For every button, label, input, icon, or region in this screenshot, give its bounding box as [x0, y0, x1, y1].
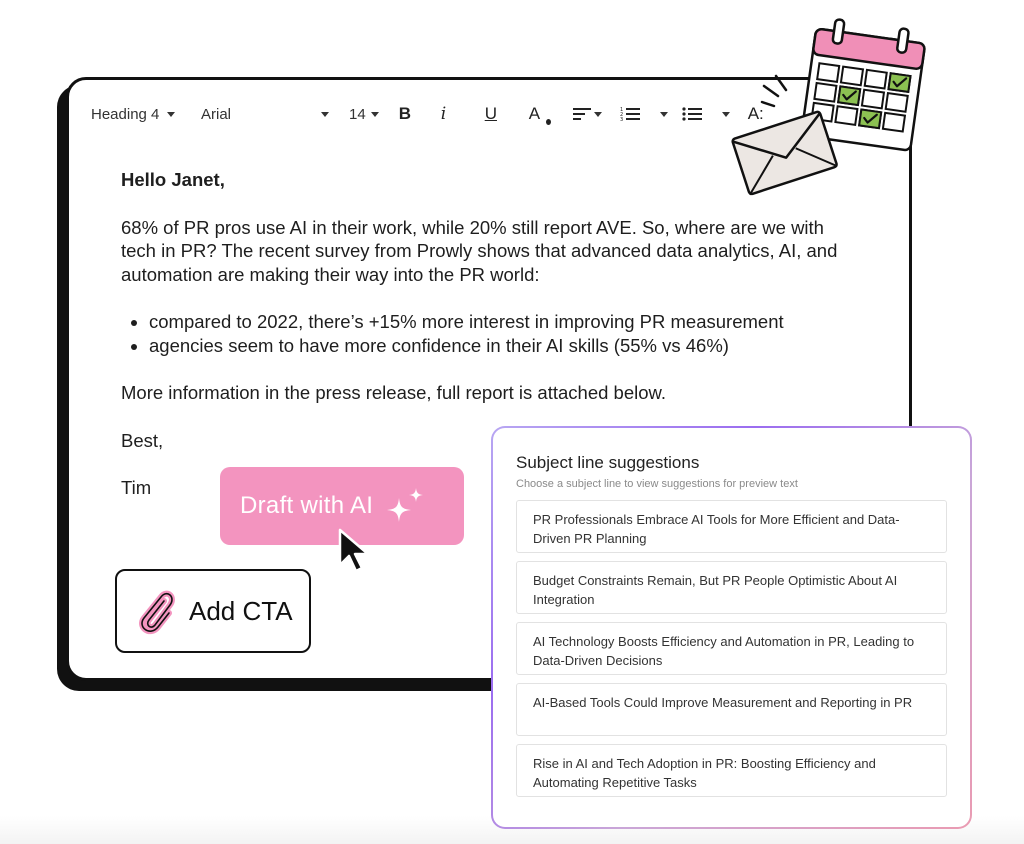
- editor-toolbar: [91, 102, 811, 126]
- block-style-value: Heading 4: [91, 105, 160, 123]
- svg-text:3: 3: [619, 117, 623, 122]
- add-cta-button[interactable]: [115, 569, 311, 653]
- bullet-list-icon: [682, 106, 702, 122]
- chevron-down-icon: [167, 112, 175, 117]
- suggestion-item[interactable]: AI-Based Tools Could Improve Measurement and Reporting in PR: [516, 683, 947, 736]
- font-family-value: Arial: [201, 105, 232, 123]
- list-item: • compared to 2022, there’s +15% more interest in improving PR measurement: [149, 310, 861, 334]
- bullet-list-select[interactable]: [682, 106, 730, 122]
- numbered-list-select[interactable]: [620, 106, 668, 122]
- email-greeting: Hello Janet,: [121, 169, 225, 190]
- underline-icon: U: [484, 104, 497, 123]
- italic-button[interactable]: [441, 104, 463, 124]
- email-signoff: Best,: [121, 429, 164, 451]
- suggestion-list: [516, 500, 947, 805]
- font-color-icon: A: [528, 104, 541, 123]
- chevron-down-icon: [321, 112, 329, 117]
- chevron-down-icon: [660, 112, 668, 117]
- align-select[interactable]: [573, 107, 602, 121]
- email-sender-name: Tim: [121, 477, 152, 498]
- motion-lines-icon: [762, 76, 786, 106]
- font-color-button[interactable]: [529, 104, 551, 124]
- suggestion-item[interactable]: AI Technology Boosts Efficiency and Automation in PR, Leading to Data-Driven Decisions: [516, 622, 947, 675]
- color-drop-icon: [546, 119, 551, 125]
- suggestion-item[interactable]: PR Professionals Embrace AI Tools for More Efficient and Data-Driven PR Planning: [516, 500, 947, 553]
- panel-subtitle: Choose a subject line to view suggestions for preview text: [516, 478, 798, 490]
- add-cta-label: Add CTA: [189, 595, 293, 626]
- chevron-down-icon: [594, 112, 602, 117]
- font-size-value: 14: [349, 105, 366, 123]
- block-style-select[interactable]: [91, 106, 187, 123]
- paperclip-icon: [135, 585, 177, 637]
- font-family-select[interactable]: [201, 106, 329, 123]
- mouse-cursor-icon: [335, 527, 379, 577]
- text-style-icon: A:: [747, 104, 764, 123]
- numbered-list-icon: [620, 106, 640, 122]
- bold-button[interactable]: [399, 104, 421, 124]
- align-left-icon: [573, 107, 591, 121]
- svg-text:2: 2: [619, 112, 623, 118]
- italic-icon: i: [440, 104, 447, 124]
- list-item: • agencies seem to have more confidence in their AI skills (55% vs 46%): [149, 334, 861, 358]
- email-paragraph: 68% of PR pros use AI in their work, while 20% still report AVE. So, where are we with tech in PR? The recent survey from Prowly shows that advanced data analytics, AI, and automation are making their way into the PR world:: [121, 216, 838, 285]
- calendar-envelope-illustration: [726, 16, 936, 196]
- email-bullet-list: [121, 310, 861, 357]
- font-size-select[interactable]: [349, 106, 379, 123]
- sparkle-icon: [383, 484, 427, 528]
- email-closing-paragraph: More information in the press release, full report is attached below.: [121, 382, 667, 403]
- bold-icon: B: [398, 104, 411, 123]
- draft-with-ai-label: Draft with AI: [240, 492, 374, 519]
- suggestion-item[interactable]: Rise in AI and Tech Adoption in PR: Boosting Efficiency and Automating Repetitive Tasks: [516, 744, 947, 797]
- chevron-down-icon: [371, 112, 379, 117]
- subject-suggestions-panel: [491, 426, 972, 829]
- envelope-icon: [732, 111, 837, 195]
- underline-button[interactable]: [485, 104, 507, 124]
- svg-text:1: 1: [619, 107, 623, 113]
- subject-suggestions-card: [493, 428, 970, 827]
- panel-title: Subject line suggestions: [516, 453, 700, 472]
- suggestion-item[interactable]: Budget Constraints Remain, But PR People Optimistic About AI Integration: [516, 561, 947, 614]
